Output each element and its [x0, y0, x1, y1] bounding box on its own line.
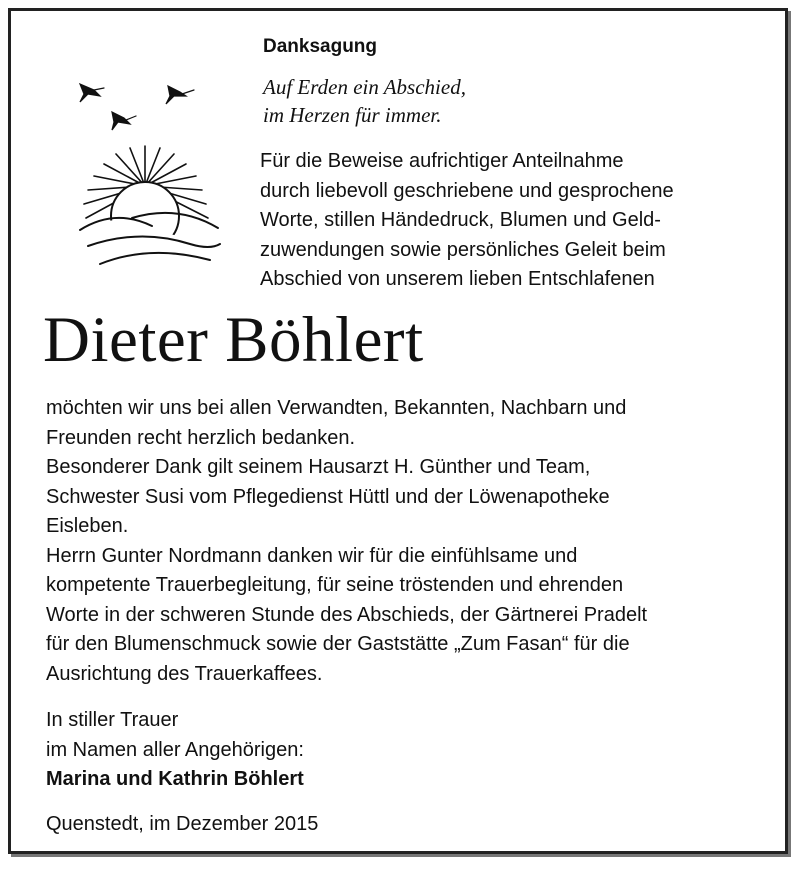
motto-line: im Herzen für immer.	[263, 103, 442, 127]
signoff-line: In stiller Trauer	[46, 709, 179, 731]
body-line: möchten wir uns bei allen Verwandten, Bekannten, Nachbarn und	[46, 397, 627, 419]
intro-line: Für die Beweise aufrichtiger Anteilnahme	[260, 150, 624, 172]
body-line: Besonderer Dank gilt seinem Hausarzt H. Günther und Team,	[46, 456, 591, 478]
body-line: Herrn Gunter Nordmann danken wir für die einfühlsame und	[46, 544, 578, 567]
birds-sunset-icon	[60, 68, 230, 278]
motto-line: Auf Erden ein Abschied,	[263, 75, 466, 99]
body-line: kompetente Trauerbegleitung, für seine tröstenden und ehrenden	[46, 574, 624, 596]
signoff	[46, 706, 304, 795]
intro-line: zuwendungen sowie persönliches Geleit beim	[260, 238, 666, 261]
body-line: Freunden recht herzlich bedanken.	[46, 426, 356, 449]
body-line: Ausrichtung des Trauerkaffees.	[46, 662, 323, 685]
body-line: Schwester Susi vom Pflegedienst Hüttl und der Löwenapotheke	[46, 485, 610, 508]
intro-line: Abschied von unserem lieben Entschlafenen	[260, 268, 655, 290]
body-text	[46, 394, 786, 689]
signoff-names: Marina und Kathrin Böhlert	[46, 768, 304, 790]
intro-line: durch liebevoll geschriebene und gesprochene	[260, 179, 674, 202]
intro-line: Worte, stillen Händedruck, Blumen und Geld-	[260, 209, 661, 231]
intro-paragraph	[260, 147, 780, 295]
body-line: Eisleben.	[46, 515, 129, 537]
deceased-name: Dieter Böhlert	[43, 304, 424, 376]
motto	[263, 73, 466, 129]
heading: Danksagung	[263, 36, 378, 57]
body-line: Worte in der schweren Stunde des Abschieds, der Gärtnerei Pradelt	[46, 603, 648, 626]
place-date: Quenstedt, im Dezember 2015	[46, 813, 319, 835]
signoff-line: im Namen aller Angehörigen:	[46, 738, 304, 761]
body-line: für den Blumenschmuck sowie der Gaststätte „Zum Fasan“ für die	[46, 633, 630, 655]
